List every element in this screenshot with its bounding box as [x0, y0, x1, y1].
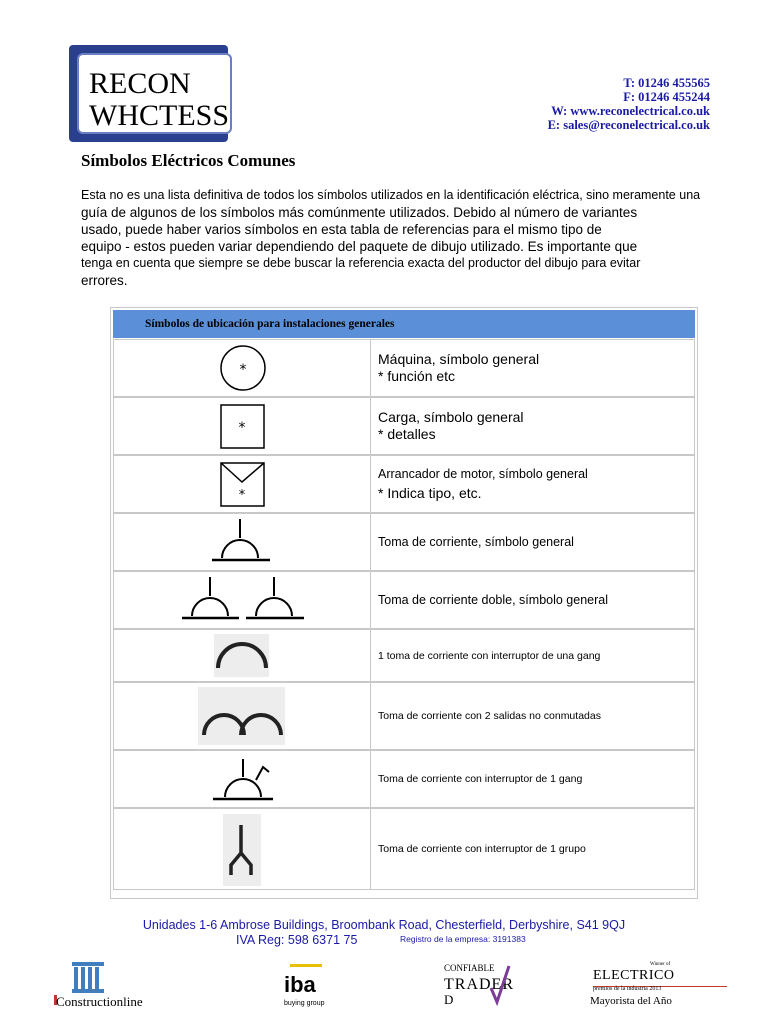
symbol-cell: [114, 630, 371, 681]
description-line: Toma de corriente con 2 salidas no conmutadas: [378, 710, 601, 722]
description-cell: [378, 572, 690, 628]
svg-text:*: *: [238, 420, 246, 436]
y-fork-icon: [114, 809, 370, 889]
intro-paragraph: [81, 187, 711, 289]
electrico-label: ELECTRICO: [593, 968, 675, 983]
table-row: [113, 682, 695, 750]
table-row: [113, 808, 695, 890]
trader-suffix: D: [444, 992, 454, 1007]
email[interactable]: E: sales@reconelectrical.co.uk: [547, 118, 710, 132]
table-header: [113, 310, 695, 338]
double-socket-icon: [114, 572, 370, 628]
iba-bar: [290, 964, 322, 967]
description-cell: [378, 340, 690, 396]
load-square-icon: [114, 398, 370, 454]
symbol-cell: [114, 751, 371, 807]
checkmark-icon: [443, 962, 523, 1008]
mayorista-label: Mayorista del Año: [590, 995, 672, 1007]
logo-line-1: RECON: [89, 67, 191, 100]
company-logo: [69, 45, 228, 142]
table-header-label: Símbolos de ubicación para instalaciones generales: [145, 318, 395, 330]
electrico-award-logo: [590, 962, 730, 1012]
description-line: 1 toma de corriente con interruptor de una gang: [378, 649, 601, 662]
description-line: * detalles: [378, 426, 436, 442]
intro-line: errores.: [81, 273, 128, 288]
description-cell: [378, 398, 690, 454]
symbol-cell: [114, 398, 371, 454]
symbol-cell: [114, 340, 371, 396]
description-cell: [378, 751, 690, 807]
symbol-cell: [114, 572, 371, 628]
table-row: [113, 455, 695, 513]
intro-line: equipo - estos pueden variar dependiendo del paquete de dibujo utilizado. Es importante que: [81, 239, 638, 254]
machine-circle-icon: [114, 340, 370, 396]
fax: F: 01246 455244: [623, 90, 710, 104]
description-line: Toma de corriente con interruptor de 1 grupo: [378, 843, 586, 855]
iba-logo: [282, 962, 328, 1014]
description-line: Toma de corriente doble, símbolo general: [378, 593, 608, 607]
iba-sub-label: buying group: [284, 1000, 325, 1007]
description-line: * Indica tipo, etc.: [378, 485, 482, 501]
description-cell: [378, 809, 690, 889]
company-registration: Registro de la empresa: 3191383: [400, 934, 526, 944]
symbols-table: [110, 307, 698, 899]
description-line: Toma de corriente con interruptor de 1 gang: [378, 773, 583, 785]
constructionline-label: Constructionline: [56, 994, 143, 1009]
table-row: [113, 513, 695, 571]
intro-line: Esta no es una lista definitiva de todos los símbolos utilizados en la identificación eléctrica, sino meramente una: [81, 188, 701, 202]
svg-text:*: *: [239, 362, 247, 378]
svg-text:*: *: [238, 488, 246, 503]
description-cell: [378, 683, 690, 749]
website[interactable]: W: www.reconelectrical.co.uk: [551, 104, 710, 118]
intro-line: guía de algunos de los símbolos más comúnmente utilizados. Debido al número de variantes: [81, 205, 638, 220]
table-row: [113, 750, 695, 808]
symbol-cell: [114, 514, 371, 570]
table-row: [113, 571, 695, 629]
description-cell: [378, 456, 690, 512]
vat-number: IVA Reg: 598 6371 75: [236, 933, 358, 947]
trusted-label: CONFIABLE: [444, 963, 495, 973]
trader-label: TRADER: [444, 976, 514, 993]
footer-address: Unidades 1-6 Ambrose Buildings, Broombank Road, Chesterfield, Derbyshire, S41 9QJ: [142, 918, 626, 932]
iba-label: iba: [284, 972, 316, 997]
logo-line-2: WHCTESS: [89, 99, 230, 132]
double-arc-icon: [114, 683, 370, 749]
table-row: [113, 397, 695, 455]
phone: T: 01246 455565: [623, 76, 710, 90]
trusted-trader-logo: [443, 962, 523, 1008]
intro-line: usado, puede haber varios símbolos en esta tabla de referencias para el mismo tipo de: [81, 222, 602, 237]
table-row: [113, 629, 695, 682]
description-line: Toma de corriente, símbolo general: [378, 535, 574, 549]
description-line: * función etc: [378, 368, 456, 384]
page-title: Símbolos Eléctricos Comunes: [81, 151, 296, 170]
contact-block: [548, 76, 710, 132]
description-cell: [378, 630, 690, 681]
winner-label: Winner of: [650, 962, 671, 967]
description-cell: [378, 514, 690, 570]
intro-line: tenga en cuenta que siempre se debe buscar la referencia exacta del productor del dibujo para evitar: [81, 256, 641, 270]
arc-icon: [114, 630, 370, 681]
motor-starter-icon: [114, 456, 370, 512]
symbol-cell: [114, 683, 371, 749]
description-line: Arrancador de motor, símbolo general: [378, 467, 588, 481]
premios-label: premios de la industria 2013: [593, 986, 662, 992]
socket-icon: [114, 514, 370, 570]
description-line: Máquina, símbolo general: [378, 351, 540, 367]
table-row: [113, 339, 695, 397]
switched-socket-icon: [114, 751, 370, 807]
symbol-cell: [114, 456, 371, 512]
constructionline-logo: [52, 960, 164, 1012]
description-line: Carga, símbolo general: [378, 409, 524, 425]
symbol-cell: [114, 809, 371, 889]
